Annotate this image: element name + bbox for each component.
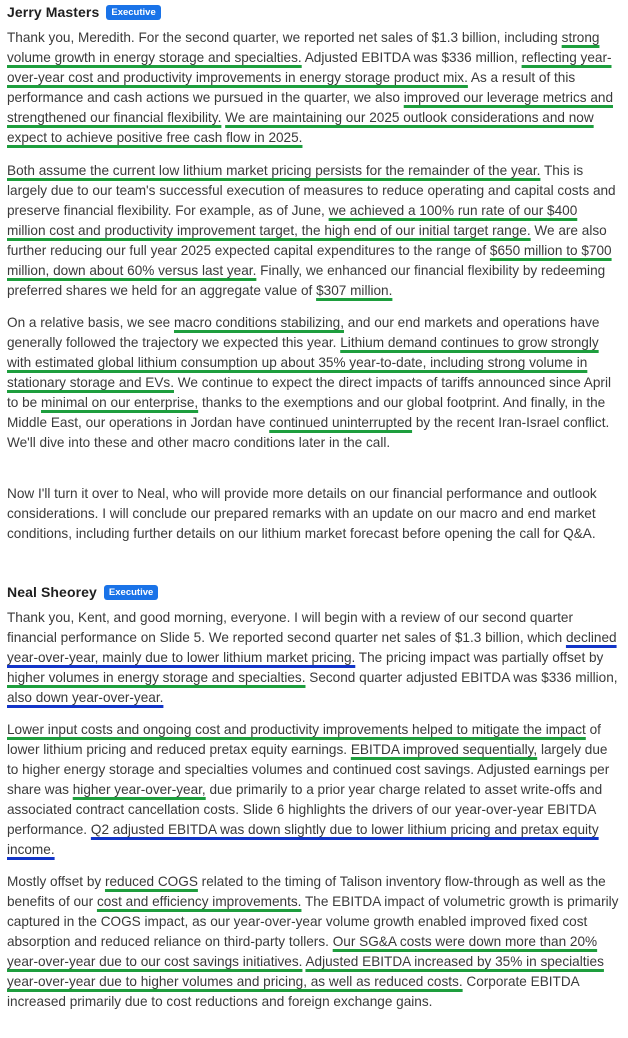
- highlighted-phrase: Both assume the current low lithium market pricing persists for the remainder of the year.: [7, 163, 541, 178]
- highlighted-phrase: Our SG&A costs were down more than 20% year-over-year due to our cost savings initiatives.: [7, 934, 598, 969]
- highlighted-phrase: strong volume growth in energy storage and specialties.: [7, 30, 600, 65]
- text-segment: Finally, we enhanced our financial flexibility by redeeming preferred shares we held for an aggregate value of: [7, 263, 606, 298]
- transcript-paragraph: [7, 161, 619, 301]
- text-segment: Adjusted EBITDA was $336 million,: [301, 50, 522, 65]
- text-segment: and our end markets and operations have generally followed the trajectory we expected this year.: [7, 315, 600, 350]
- highlighted-phrase: Lower input costs and ongoing cost and productivity improvements helped to mitigate the impact: [7, 722, 586, 737]
- highlighted-phrase: reflecting year-over-year cost and productivity improvements in energy storage product mix.: [7, 50, 612, 85]
- text-segment: Thank you, Kent, and good morning, everyone. I will begin with a review of our second quarter financial performance on Slide 5. We reported second quarter net sales of $1.3 billion, which: [7, 610, 573, 645]
- text-segment: by the recent Iran-Israel conflict. We'll dive into these and other macro conditions later in the call.: [7, 415, 610, 450]
- speaker-header: [0, 2, 161, 22]
- transcript-paragraph: [7, 872, 619, 1012]
- text-segment: As a result of this performance and cash actions we pursued in the quarter, we also: [7, 70, 576, 105]
- highlighted-phrase: Q2 adjusted EBITDA was down slightly due to lower lithium pricing and pretax equity income.: [7, 822, 599, 857]
- highlighted-phrase: reduced COGS: [104, 874, 198, 889]
- text-segment: due primarily to a prior year charge related to asset write-offs and associated contract cancellation costs. Slide 6 highlights the drivers of our year-over-year EBITDA performance.: [7, 782, 603, 837]
- highlighted-phrase: minimal on our enterprise,: [41, 395, 199, 410]
- text-segment: On a relative basis, we see: [7, 315, 174, 330]
- speaker-name: Neal Sheorey: [7, 584, 97, 600]
- transcript-paragraph: [7, 313, 619, 453]
- role-badge: Executive: [104, 585, 158, 600]
- text-segment: Mostly offset by: [7, 874, 105, 889]
- highlighted-phrase: declined year-over-year, mainly due to lower lithium market pricing.: [7, 630, 617, 665]
- role-badge: Executive: [106, 5, 160, 20]
- text-segment: of lower lithium pricing and reduced pretax equity earnings.: [7, 722, 601, 757]
- highlighted-phrase: also down year-over-year.: [7, 690, 164, 705]
- highlighted-phrase: Lithium demand continues to grow strongly with estimated global lithium consumption up about 35% year-to-date, including strong volume in stationary storage and EVs.: [7, 335, 599, 390]
- transcript-paragraph: [7, 28, 619, 148]
- text-segment: Now I'll turn it over to Neal, who will provide more details on our financial performance and outlook considerations. I will conclude our prepared remarks with an update on our macro and end market conditions, including further details on our lithium market forecast before opening the call for Q&A.: [7, 486, 597, 541]
- speaker-name: Jerry Masters: [7, 4, 100, 20]
- text-segment: The pricing impact was partially offset by: [355, 650, 604, 665]
- highlighted-phrase: Adjusted EBITDA increased by 35% in specialties year-over-year due to higher volumes and pricing, as well as reduced costs.: [7, 954, 604, 989]
- highlighted-phrase: higher year-over-year,: [72, 782, 206, 797]
- text-segment: thanks to the exemptions and our global footprint. And finally, in the Middle East, our operations in Jordan have: [7, 395, 606, 430]
- text-segment: Second quarter adjusted EBITDA was $336 million,: [305, 670, 618, 685]
- highlighted-phrase: improved our leverage metrics and strengthened our financial flexibility.: [7, 90, 614, 125]
- highlighted-phrase: EBITDA improved sequentially,: [350, 742, 538, 757]
- transcript-paragraph: [7, 608, 619, 708]
- highlighted-phrase: $650 million to $700 million, down about 60% versus last year.: [7, 243, 612, 278]
- highlighted-phrase: macro conditions stabilizing,: [173, 315, 344, 330]
- transcript-paragraph: [7, 484, 619, 544]
- highlighted-phrase: continued uninterrupted: [269, 415, 413, 430]
- speaker-header: [0, 582, 158, 602]
- highlighted-phrase: $307 million.: [316, 283, 393, 298]
- text-segment: largely due to higher energy storage and specialties volumes and continued cost savings. Adjusted earnings per share was: [7, 742, 610, 797]
- text-segment: Thank you, Meredith. For the second quarter, we reported net sales of $1.3 billion, including: [7, 30, 562, 45]
- text-segment: We are also further reducing our full year 2025 expected capital expenditures to the range of: [7, 223, 607, 258]
- text-segment: Corporate EBITDA increased primarily due to cost reductions and foreign exchange gains.: [7, 974, 579, 1009]
- text-segment: related to the timing of Talison inventory flow-through as well as the benefits of our: [7, 874, 606, 909]
- highlighted-phrase: cost and efficiency improvements.: [96, 894, 302, 909]
- highlighted-phrase: higher volumes in energy storage and specialties.: [7, 670, 306, 685]
- highlighted-phrase: we achieved a 100% run rate of our $400 million cost and productivity improvement target, the high end of our initial target range.: [7, 203, 578, 238]
- text-segment: The EBITDA impact of volumetric growth is primarily captured in the COGS impact, as our year-over-year volume growth enabled improved fixed cost absorption and reduced reliance on third-party tollers.: [7, 894, 619, 949]
- text-segment: This is largely due to our team's successful execution of measures to reduce operating and capital costs and preserve financial flexibility. For example, as of June,: [7, 163, 616, 218]
- highlighted-phrase: We are maintaining our 2025 outlook considerations and now expect to achieve positive free cash flow in 2025.: [7, 110, 594, 145]
- transcript-paragraph: [7, 720, 619, 860]
- text-segment: We continue to expect the direct impacts of tariffs announced since April to be: [7, 375, 612, 410]
